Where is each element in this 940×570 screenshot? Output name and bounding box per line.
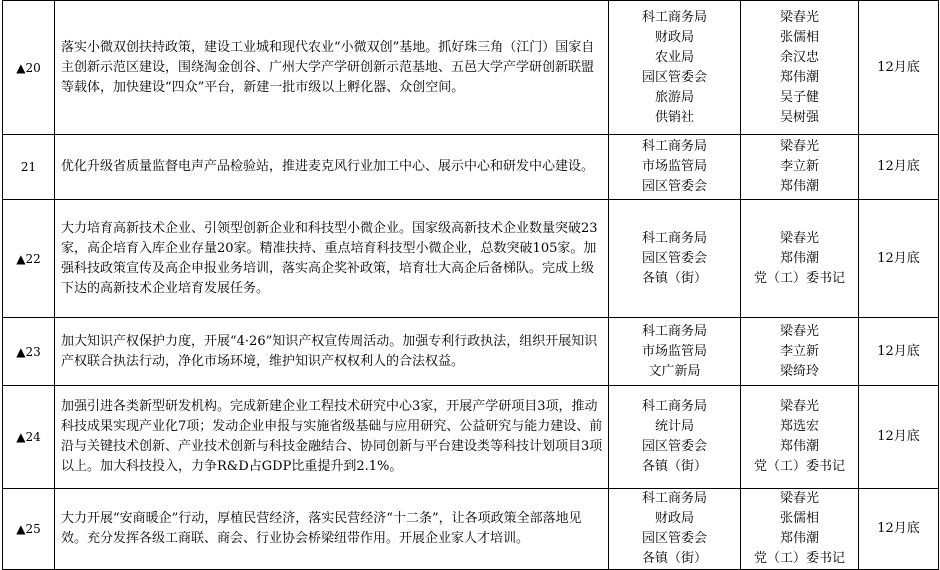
responsible-leaders: 梁春光 郑选宏 郑伟潮 党（工）委书记 <box>741 386 859 489</box>
task-description: 加大知识产权保护力度，开展“4·26”知识产权宣传周活动。加强专利行政执法，组织开展知识产权联合执法行动，净化市场环境，维护知识产权权利人的合法权益。 <box>61 333 598 369</box>
responsible-departments: 科工商务局 财政局 园区管委会 各镇（街） <box>609 489 741 570</box>
responsible-leaders: 梁春光 张儒相 郑伟潮 党（工）委书记 <box>741 489 859 570</box>
row-number: 21 <box>3 135 55 200</box>
deadline: 12月底 <box>859 200 939 318</box>
deadline: 12月底 <box>859 135 939 200</box>
responsible-leaders: 梁春光 郑伟潮 党（工）委书记 <box>741 200 859 318</box>
table-row <box>3 1 939 135</box>
table-row <box>3 135 939 200</box>
row-number: ▲24 <box>3 386 55 489</box>
deadline: 12月底 <box>859 489 939 570</box>
table-row <box>3 200 939 318</box>
responsible-departments: 科工商务局 园区管委会 各镇（街） <box>609 200 741 318</box>
deadline: 12月底 <box>859 386 939 489</box>
deadline: 12月底 <box>859 1 939 135</box>
task-table <box>2 0 939 570</box>
table-row <box>3 318 939 386</box>
row-number: ▲20 <box>3 1 55 135</box>
deadline: 12月底 <box>859 318 939 386</box>
table-row <box>3 386 939 489</box>
row-number: ▲25 <box>3 489 55 570</box>
row-number: ▲23 <box>3 318 55 386</box>
responsible-departments: 科工商务局 财政局 农业局 园区管委会 旅游局 供销社 <box>609 1 741 135</box>
task-description: 加强引进各类新型研发机构。完成新建企业工程技术研究中心3家，开展产学研项目3项，推动科技成果实现产业化7项；发动企业申报与实施省级基础与应用研究、公益研究与能力建设、前沿与关键技术创新、产业技术创新与科技金融结合、协同创新与平台建设类等科技计划项目3项以上。加大科技投入，力争R&D占GDP比重提升到2.1%。 <box>61 399 603 474</box>
responsible-leaders: 梁春光 李立新 梁绮玲 <box>741 318 859 386</box>
responsible-leaders: 梁春光 张儒相 余汉忠 郑伟潮 吴子健 吴树强 <box>741 1 859 135</box>
task-description: 优化升级省质量监督电声产品检验站，推进麦克风行业加工中心、展示中心和研发中心建设。 <box>61 159 595 174</box>
responsible-departments: 科工商务局 统计局 园区管委会 各镇（街） <box>609 386 741 489</box>
table-row <box>3 489 939 570</box>
task-description: 大力培育高新技术企业、引领型创新企业和科技型小微企业。国家级高新技术企业数量突破23家，高企培育入库企业存量20家。精准扶持、重点培育科技型小微企业，总数突破105家。加强科技政策宣传及高企申报业务培训，落实高企奖补政策，培育壮大高企后备梯队。完成上级下达的高新技术企业培育发展任务。 <box>61 220 598 296</box>
row-number: ▲22 <box>3 200 55 318</box>
task-description: 大力开展“安商暖企”行动，厚植民营经济，落实民营经济“十二条”，让各项政策全部落地见效。充分发挥各级工商联、商会、行业协会桥梁纽带作用。开展企业家人才培训。 <box>61 511 582 546</box>
responsible-departments: 科工商务局 市场监管局 文广新局 <box>609 318 741 386</box>
responsible-leaders: 梁春光 李立新 郑伟潮 <box>741 135 859 200</box>
responsible-departments: 科工商务局 市场监管局 园区管委会 <box>609 135 741 200</box>
task-description: 落实小微双创扶持政策，建设工业城和现代农业“小微双创”基地。抓好珠三角（江门）国家自主创新示范区建设，围绕淘金创谷、广州大学产学研创新示范基地、五邑大学产学研创新联盟等载体，加快建设“四众”平台，新建一批市级以上孵化器、众创空间。 <box>61 39 595 95</box>
